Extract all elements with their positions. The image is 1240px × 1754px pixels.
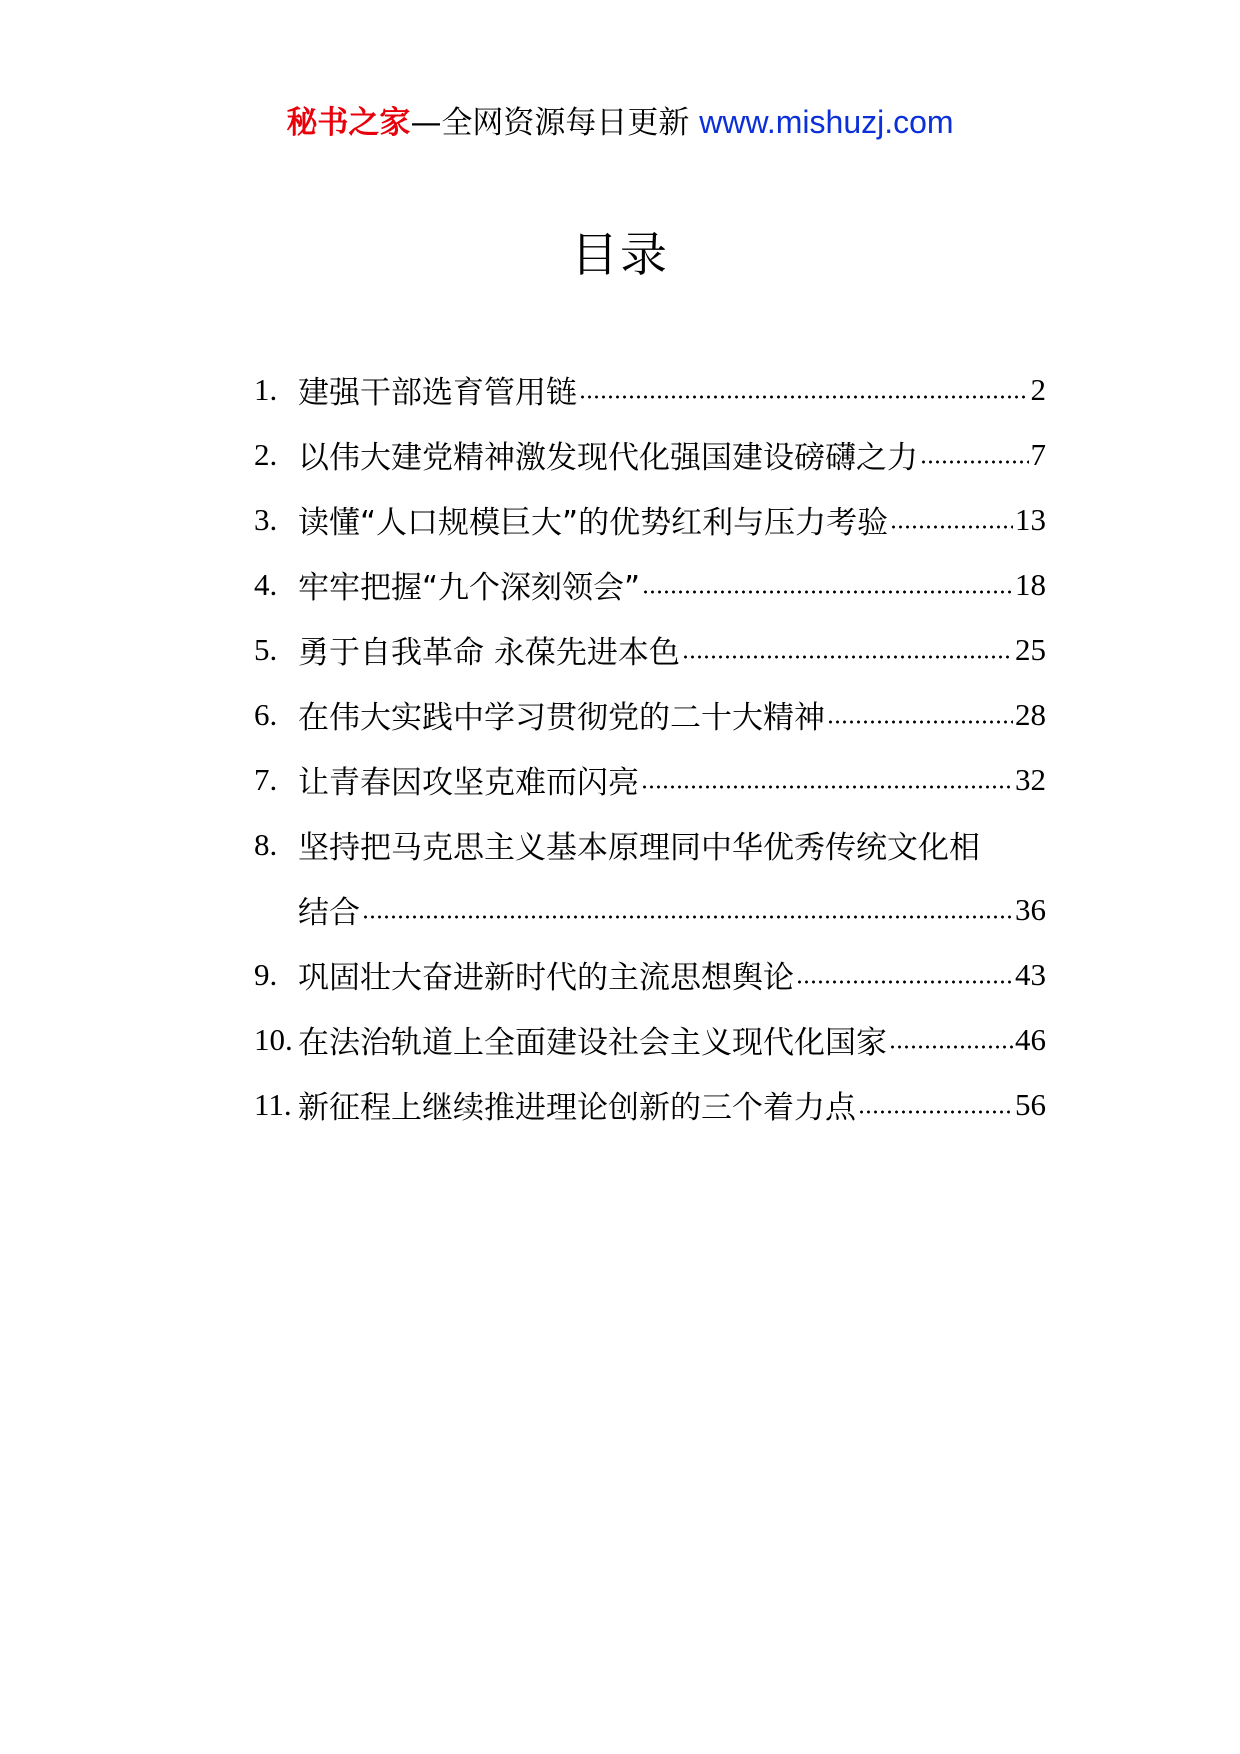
toc-label: 在伟大实践中学习贯彻党的二十大精神 [298, 700, 825, 736]
toc-entry-8-continued[interactable] [254, 877, 1046, 942]
toc-label-line-2: 结合 [298, 895, 360, 931]
toc-label: 巩固壮大奋进新时代的主流思想舆论 [298, 960, 794, 996]
toc-number: 11. [254, 1086, 292, 1122]
dot-leader [827, 719, 1013, 725]
toc-page-number: 25 [1015, 631, 1046, 667]
toc-page-number: 36 [1015, 891, 1046, 927]
table-of-contents [254, 357, 1046, 1137]
toc-entry-10[interactable] [254, 1007, 1046, 1072]
toc-label: 以伟大建党精神激发现代化强国建设磅礴之力 [298, 440, 918, 476]
toc-label-line-1: 坚持把马克思主义基本原理同中华优秀传统文化相 [298, 830, 980, 866]
dot-leader [642, 589, 1013, 595]
dot-leader [858, 1109, 1013, 1115]
toc-label: 读懂“人口规模巨大”的优势红利与压力考验 [298, 505, 889, 541]
dot-leader [682, 654, 1013, 660]
toc-number: 6. [254, 696, 278, 732]
dot-leader [920, 459, 1029, 465]
toc-page-number: 2 [1030, 371, 1046, 407]
dot-leader [890, 524, 1013, 530]
site-url-link[interactable]: www.mishuzj.com [699, 104, 954, 140]
toc-page-number: 7 [1030, 436, 1046, 472]
toc-page-number: 56 [1015, 1086, 1046, 1122]
toc-number: 5. [254, 631, 278, 667]
toc-number: 3. [254, 501, 278, 537]
dot-leader [889, 1044, 1013, 1050]
toc-number: 4. [254, 566, 278, 602]
toc-label: 建强干部选育管用链 [298, 375, 577, 411]
dot-leader [579, 394, 1029, 400]
toc-label: 新征程上继续推进理论创新的三个着力点 [298, 1090, 856, 1126]
toc-entry-2[interactable] [254, 422, 1046, 487]
toc-number: 9. [254, 956, 278, 992]
dot-leader [796, 979, 1013, 985]
toc-entry-9[interactable] [254, 942, 1046, 1007]
toc-entry-4[interactable] [254, 552, 1046, 617]
toc-label: 在法治轨道上全面建设社会主义现代化国家 [298, 1025, 887, 1061]
toc-number: 8. [254, 826, 278, 862]
toc-page-number: 32 [1015, 761, 1046, 797]
toc-page-number: 43 [1015, 956, 1046, 992]
brand-name: 秘书之家 [286, 105, 411, 141]
toc-number: 1. [254, 371, 278, 407]
toc-entry-7[interactable] [254, 747, 1046, 812]
toc-entry-5[interactable] [254, 617, 1046, 682]
toc-entry-8[interactable] [254, 812, 1046, 877]
toc-page-number: 13 [1015, 501, 1046, 537]
page-title: 目录 [571, 228, 669, 283]
toc-label: 勇于自我革命 永葆先进本色 [298, 635, 680, 671]
toc-label: 牢牢把握“九个深刻领会” [298, 570, 641, 606]
toc-entry-11[interactable] [254, 1072, 1046, 1137]
page-header [0, 100, 1240, 145]
toc-entry-1[interactable] [254, 357, 1046, 422]
toc-label: 让青春因攻坚克难而闪亮 [298, 765, 639, 801]
toc-page-number: 18 [1015, 566, 1046, 602]
toc-number: 2. [254, 436, 278, 472]
toc-entry-3[interactable] [254, 487, 1046, 552]
toc-number: 10. [254, 1021, 293, 1057]
header-tagline: —全网资源每日更新 [410, 105, 690, 141]
toc-page-number: 28 [1015, 696, 1046, 732]
toc-number: 7. [254, 761, 278, 797]
dot-leader [362, 914, 1013, 920]
toc-entry-6[interactable] [254, 682, 1046, 747]
toc-page-number: 46 [1015, 1021, 1046, 1057]
dot-leader [641, 784, 1013, 790]
